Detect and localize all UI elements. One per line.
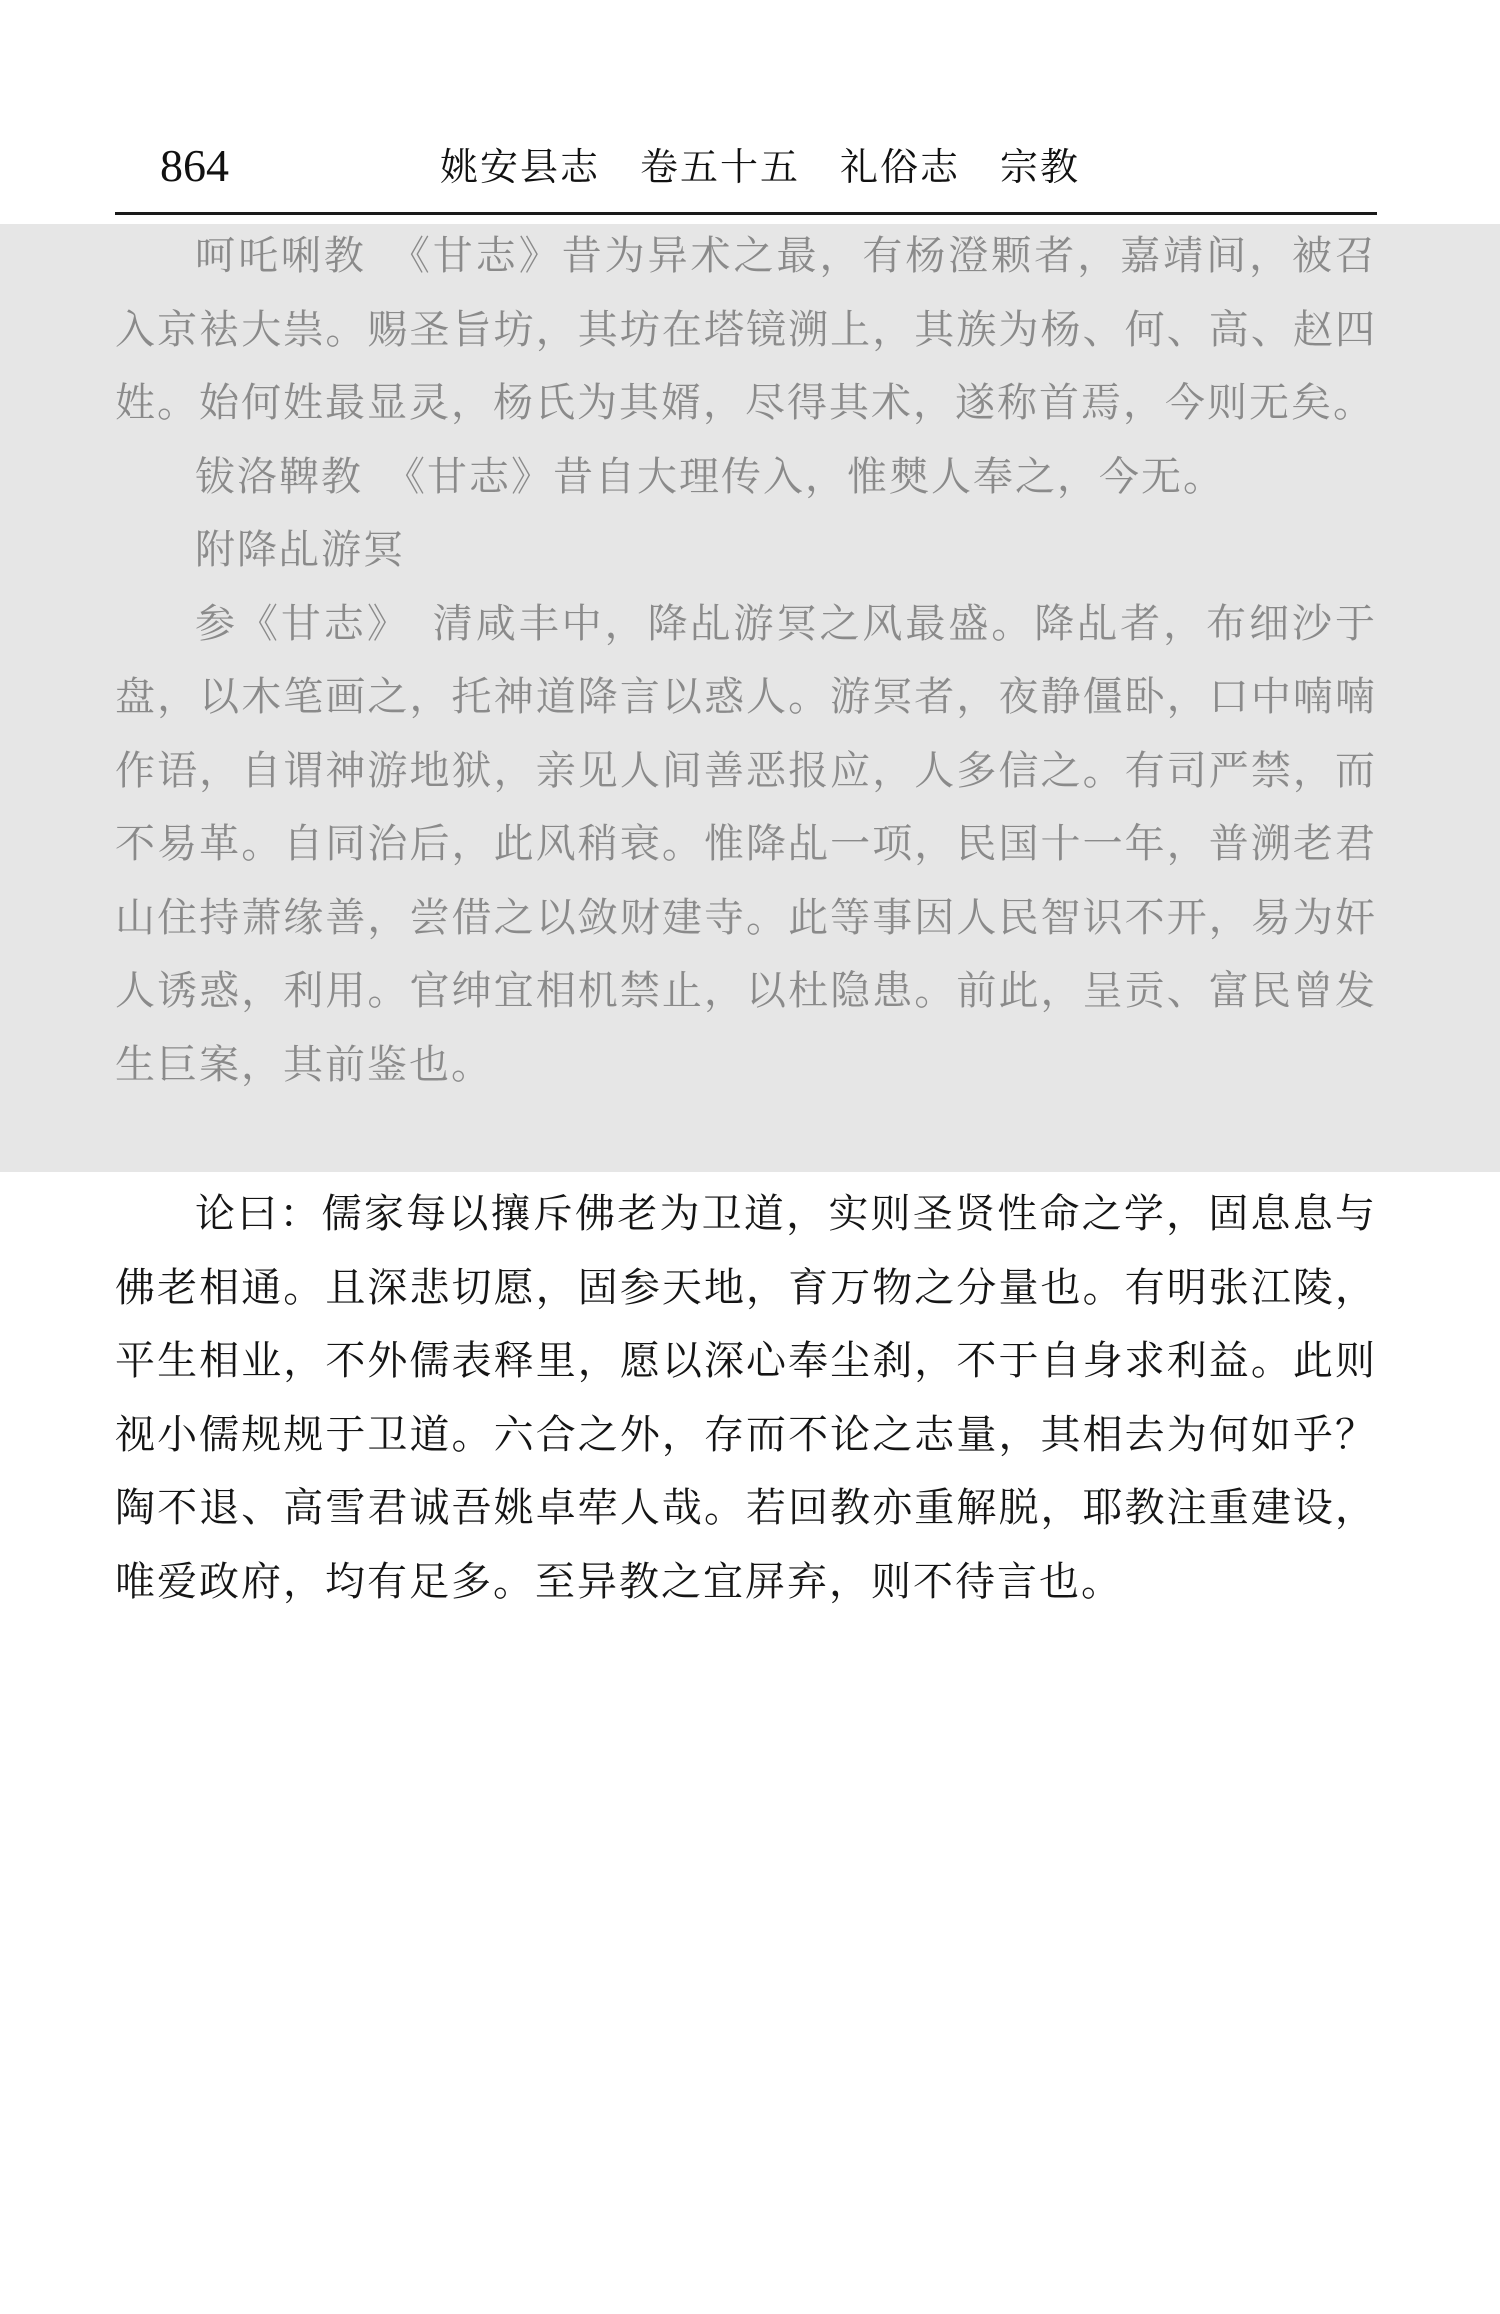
- paragraph-jiangji-youming: 参《甘志》 清咸丰中，降乩游冥之风最盛。降乩者，布细沙于盘，以木笔画之，托神道降言以惑人。游冥者，夜静僵卧，口中喃喃作语，自谓神游地狱，亲见人间善恶报应，人多信之。有司严禁，而不易革。自同治后，此风稍衰。惟降乩一项，民国十一年，普溯老君山住持萧缘善，尝借之以敛财建寺。此等事因人民智识不开，易为奸人诱惑，利用。官绅宜相机禁止，以杜隐患。前此，呈贡、富民曾发生巨案，其前鉴也。: [115, 600, 1377, 1088]
- paragraph-boluobi-religion: 钹洛鞞教 《甘志》昔自大理传入，惟僰人奉之，今无。: [195, 453, 1225, 500]
- faded-text-block: [115, 220, 1377, 1102]
- page-number: 864: [160, 140, 229, 191]
- header-rule: [115, 212, 1377, 215]
- section-heading-jiangji: 附降乩游冥: [195, 527, 405, 573]
- main-text-block: [115, 1178, 1377, 1619]
- paragraph-hezhali-religion: 呵吒唎教 《甘志》昔为异术之最，有杨澄颗者，嘉靖间，被召入京袪大祟。赐圣旨坊，其坊在塔镜溯上，其族为杨、何、高、赵四姓。始何姓最显灵，杨氏为其婿，尽得其术，遂称首焉，今则无矣。: [115, 233, 1377, 426]
- running-header: 姚安县志 卷五十五 礼俗志 宗教: [440, 145, 1081, 189]
- paragraph-lunyue-commentary: 论曰：儒家每以攘斥佛老为卫道，实则圣贤性命之学，固息息与佛老相通。且深悲切愿，固参天地，育万物之分量也。有明张江陵，平生相业，不外儒表释里，愿以深心奉尘刹，不于自身求利益。此则视小儒规规于卫道。六合之外，存而不论之志量，其相去为何如乎？陶不退、高雪君诚吾姚卓荦人哉。若回教亦重解脱，耶教注重建设，唯爱政府，均有足多。至异教之宜屏弃，则不待言也。: [115, 1191, 1377, 1605]
